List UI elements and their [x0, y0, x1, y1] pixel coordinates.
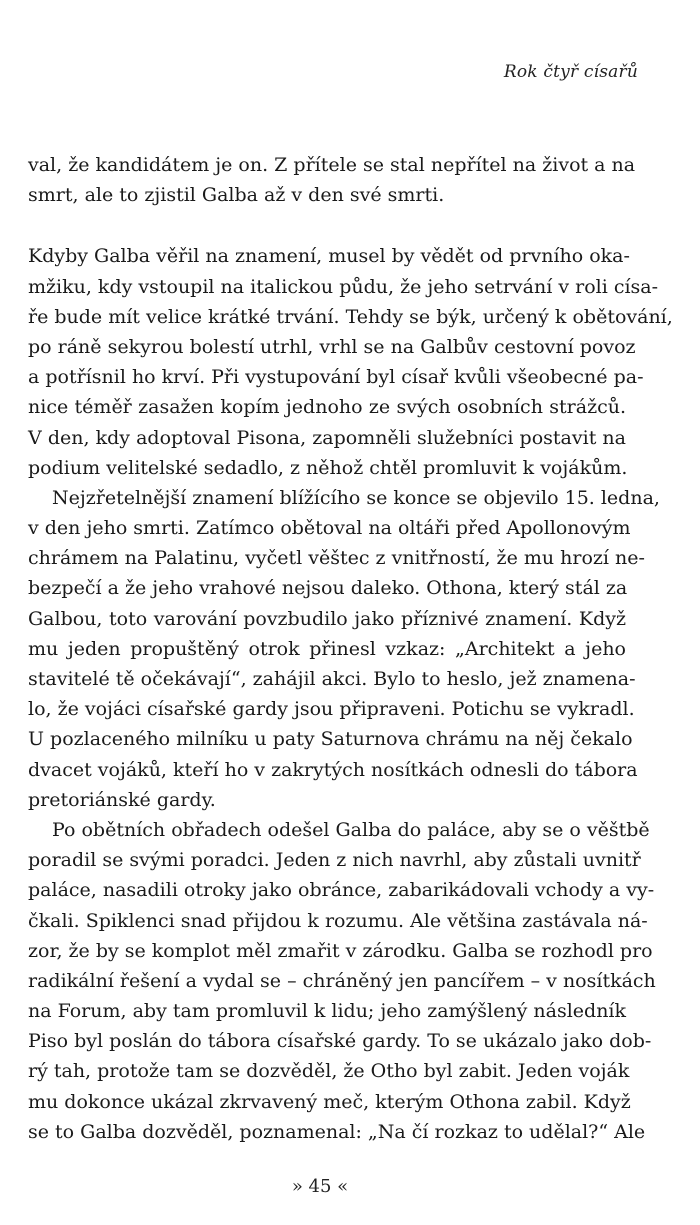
text-line: po ráně sekyrou bolestí utrhl, vrhl se na Galbův cestovní povoz [28, 335, 636, 358]
text-line: val, že kandidátem je on. Z přítele se stal nepřítel na život a na [28, 154, 636, 176]
text-line: Galbou, toto varování povzbudilo jako příznivé znamení. Když [28, 607, 626, 630]
text-line: V den, kdy adoptoval Pisona, zapomněli služebníci postavit na [28, 426, 626, 449]
text-line: dvacet vojáků, kteří ho v zakrytých nosítkách odnesli do tábora [28, 758, 638, 781]
body-text [28, 150, 673, 1147]
running-head: Rok čtyř císařů [503, 62, 638, 82]
text-line: rý tah, protože tam se dozvěděl, že Otho byl zabit. Jeden voják [28, 1060, 630, 1083]
text-line: Nejzřetelnější znamení blížícího se konce se objevilo 15. ledna, [52, 486, 660, 509]
text-line: zor, že by se komplot měl zmařit v zárodku. Galba se rozhodl pro [28, 939, 653, 962]
text-line: mu jeden propuštěný otrok přinesl vzkaz: „Architekt a jeho [28, 637, 626, 660]
text-line: ře bude mít velice krátké trvání. Tehdy se býk, určený k obětování, [28, 305, 673, 328]
text-line: U pozlaceného milníku u paty Saturnova chrámu na něj čekalo [28, 728, 633, 751]
text-line: Piso byl poslán do tábora císařské gardy. To se ukázalo jako dob- [28, 1030, 652, 1053]
paragraph [28, 483, 660, 815]
text-line: na Forum, aby tam promluvil k lidu; jeho zamýšlený následník [28, 1000, 627, 1023]
text-line: podium velitelské sedadlo, z něhož chtěl promluvit k vojákům. [28, 456, 628, 479]
paragraph [28, 815, 656, 1147]
text-line: nice téměř zasažen kopím jednoho ze svých osobních strážců. [28, 396, 626, 419]
text-line: lo, že vojáci císařské gardy jsou připraveni. Potichu se vykradl. [28, 698, 635, 721]
text-line: poradil se svými poradci. Jeden z nich navrhl, aby zůstali uvnitř [28, 849, 641, 872]
text-line: Kdyby Galba věřil na znamení, musel by vědět od prvního oka- [28, 245, 630, 268]
text-line: chrámem na Palatinu, vyčetl věštec z vnitřností, že mu hrozí ne- [28, 547, 645, 570]
text-line: bezpečí a že jeho vrahové nejsou daleko. Othona, který stál za [28, 577, 628, 600]
page-number: » 45 « [291, 1176, 349, 1197]
text-line: mžiku, kdy vstoupil na italickou půdu, že jeho setrvání v roli císa- [28, 275, 659, 298]
text-line: Po obětních obřadech odešel Galba do paláce, aby se o věštbě [52, 818, 650, 841]
paragraph [28, 150, 636, 210]
text-line: se to Galba dozvěděl, poznamenal: „Na čí rozkaz to udělal?“ Ale [28, 1120, 646, 1143]
text-line: smrt, ale to zjistil Galba až v den své smrti. [28, 184, 445, 207]
text-line: paláce, nasadili otroky jako obránce, zabarikádovali vchody a vy- [28, 879, 655, 902]
text-line: mu dokonce ukázal zkrvavený meč, kterým Othona zabil. Když [28, 1090, 631, 1113]
text-line: a potřísnil ho krví. Při vystupování byl císař kvůli všeobecné pa- [28, 366, 644, 389]
text-line: v den jeho smrti. Zatímco obětoval na oltáři před Apollonovým [28, 517, 631, 540]
text-line: čkali. Spiklenci snad přijdou k rozumu. Ale většina zastávala ná- [28, 909, 648, 932]
text-line: stavitelé tě očekávají“, zahájil akci. Bylo to heslo, jež znamena- [28, 668, 636, 690]
paragraph [28, 241, 673, 483]
text-line: radikální řešení a vydal se – chráněný jen pancířem – v nosítkách [28, 969, 656, 992]
text-line: pretoriánské gardy. [28, 788, 216, 811]
